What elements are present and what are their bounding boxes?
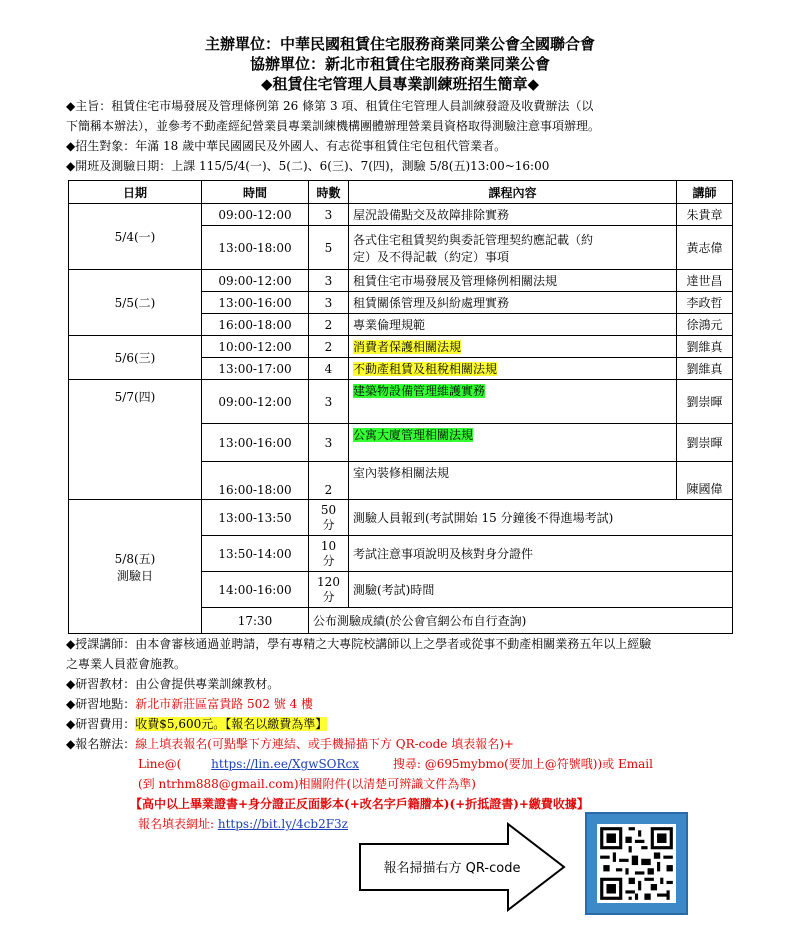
signup-form-link[interactable]: https://bit.ly/4cb2F3z [217,817,348,831]
hours-unit: 分 [322,517,335,532]
location-value: 新北市新莊區富貴路 502 號 4 樓 [135,697,314,711]
hours-cell: 3 [309,270,349,292]
signup-label: ◆報名辦法： [66,737,136,751]
table-header-row [69,181,733,204]
course-highlight: 公寓大廈管理相關法規 [353,428,474,442]
signup-documents: 【高中以上畢業證書+身分證正反面影本(+改名字戶籍謄本)(+折抵證書)+繳費收據】 [130,797,589,811]
hours-cell: 5 [309,226,349,270]
target-line: ◆招生對象：年滿 18 歲中華民國國民及外國人、有志從事租賃住宅包租代管業者。 [66,139,507,153]
header-date: 日期 [69,181,202,204]
schedule-table [68,180,733,634]
hours-unit: 分 [322,553,335,568]
time-cell: 13:00-16:00 [202,292,309,314]
header-course: 課程內容 [349,181,677,204]
course-cell: 租賃住宅市場發展及管理條例相關法規 [349,270,677,292]
qr-code-frame[interactable] [585,812,688,915]
hours-cell: 2 [309,314,349,336]
exam-date: 5/8(五) [114,551,156,566]
qr-code-icon[interactable] [597,824,676,903]
hours-value: 50 [320,502,337,517]
time-cell: 09:00-12:00 [202,380,309,424]
purpose-line-1: ◆主旨：租賃住宅市場發展及管理條例第 26 條第 3 項、租賃住宅管理人員訓練發證及收費辦法（以 [66,99,594,113]
table-row [69,500,733,536]
location-label: ◆研習地點： [66,697,136,711]
time-cell: 16:00-18:00 [202,462,309,500]
time-cell: 13:00-18:00 [202,226,309,270]
time-cell: 13:00-16:00 [202,424,309,462]
teacher-cell: 李政哲 [677,292,733,314]
teacher-cell: 徐鴻元 [677,314,733,336]
course-cell: 屋況設備點交及故障排除實務 [349,204,677,226]
purpose-line-2: 下簡稱本辦法），並參考不動產經紀營業員專業訓練機構團體辦理營業員資格取得測驗注意事項辦理。 [66,119,601,133]
fee-value: 收費$5,600元。【報名以繳費為準】 [135,717,328,731]
line-prefix: Line@( [138,757,182,771]
signup-line [66,734,746,754]
exam-day-label: 測驗日 [116,568,153,583]
dates-line: ◆開班及測驗日期：上課 115/5/4(一)、5(二)、6(三)、7(四)，測驗 5/8(五)13:00~16:00 [66,159,550,173]
teacher-cell: 劉維真 [677,336,733,358]
time-cell: 09:00-12:00 [202,204,309,226]
course-highlight: 建築物設備管理維護實務 [353,384,486,398]
hours-cell [309,572,349,608]
hours-unit: 分 [322,589,335,604]
course-line-2: 定）及不得記載（約定）事項 [353,249,510,264]
course-cell [349,358,677,380]
date-cell [69,500,202,634]
info-section [66,634,746,834]
course-cell [349,424,677,462]
time-cell: 13:50-14:00 [202,536,309,572]
fee-label: ◆研習費用： [66,717,136,731]
table-row [69,204,733,226]
materials-line: ◆研習教材：由公會提供專業訓練教材。 [66,677,280,691]
teacher-cell: 劉維真 [677,358,733,380]
course-cell: 專業倫理規範 [349,314,677,336]
table-row [69,270,733,292]
hours-cell: 2 [309,462,349,500]
signup-form-label: 報名填表網址: [138,817,215,831]
time-cell: 09:00-12:00 [202,270,309,292]
time-cell: 17:30 [202,608,309,634]
organizer-line: 主辦單位：中華民國租賃住宅服務商業同業公會全國聯合會 [204,35,595,53]
teacher-cell: 陳國偉 [677,462,733,500]
header-time: 時間 [202,181,309,204]
hours-value: 120 [317,574,340,589]
signup-text-1: 線上填表報名(可點擊下方連結、或手機掃描下方 QR-code 填表報名)+ [135,737,514,751]
course-cell: 室內裝修相關法規 [349,462,677,500]
time-cell: 16:00-18:00 [202,314,309,336]
course-highlight: 消費者保護相關法規 [353,340,462,354]
hours-cell: 3 [309,204,349,226]
course-highlight: 不動產租賃及租稅相關法規 [353,362,498,376]
hours-cell [309,536,349,572]
date-cell: 5/6(三) [69,336,202,380]
line-url-link[interactable]: https://lin.ee/XgwSORcx [211,757,360,771]
lecturer-line-2: 之專業人員蒞會施教。 [66,657,187,671]
location-line [66,694,746,714]
signup-line-2 [66,754,746,774]
table-row [69,380,733,424]
header-hours: 時數 [309,181,349,204]
hours-cell: 3 [309,424,349,462]
time-cell: 13:00-17:00 [202,358,309,380]
hours-cell: 4 [309,358,349,380]
teacher-cell: 達世昌 [677,270,733,292]
teacher-cell: 劉崇暉 [677,380,733,424]
course-cell [349,380,677,424]
header-teacher: 講師 [677,181,733,204]
course-cell: 公布測驗成績(於公會官網公布自行查詢) [309,608,733,634]
page-title: ◆租賃住宅管理人員專業訓練班招生簡章◆ [260,75,540,93]
signup-line-3: (到 ntrhm888@gmail.com)相關附件(以清楚可辨識文件為準) [138,777,476,791]
course-cell: 測驗(考試)時間 [349,572,733,608]
hours-cell [309,500,349,536]
hours-cell: 3 [309,380,349,424]
fee-line [66,714,746,734]
time-cell: 14:00-16:00 [202,572,309,608]
hours-cell: 2 [309,336,349,358]
teacher-cell: 劉崇暉 [677,424,733,462]
course-cell: 測驗人員報到(考試開始 15 分鐘後不得進場考試) [349,500,733,536]
course-line-1: 各式住宅租賃契約與委託管理契約應記載（約 [353,232,594,247]
date-cell: 5/5(二) [69,270,202,336]
qr-instruction-text: 報名掃描右方 QR-code [383,861,521,876]
table-row [69,336,733,358]
time-cell: 10:00-12:00 [202,336,309,358]
lecturer-line-1: ◆授課講師：由本會審核通過並聘請，學有專精之大專院校講師以上之學者或從事不動產相關業務五年以上經驗 [66,637,652,651]
date-cell: 5/4(一) [69,204,202,270]
course-cell [349,336,677,358]
time-cell: 13:00-13:50 [202,500,309,536]
hours-cell: 3 [309,292,349,314]
teacher-cell: 朱貴章 [677,204,733,226]
teacher-cell: 黃志偉 [677,226,733,270]
course-cell: 考試注意事項說明及核對身分證件 [349,536,733,572]
co-organizer-line: 協辦單位：新北市租賃住宅服務商業同業公會 [249,55,550,73]
date-cell: 5/7(四) [69,380,202,500]
course-cell [349,226,677,270]
line-search-text: 搜尋: @695mybmo(要加上@符號哦))或 Email [392,757,653,771]
hours-value: 10 [320,538,337,553]
intro-section [66,96,746,176]
course-cell: 租賃關係管理及糾紛處理實務 [349,292,677,314]
